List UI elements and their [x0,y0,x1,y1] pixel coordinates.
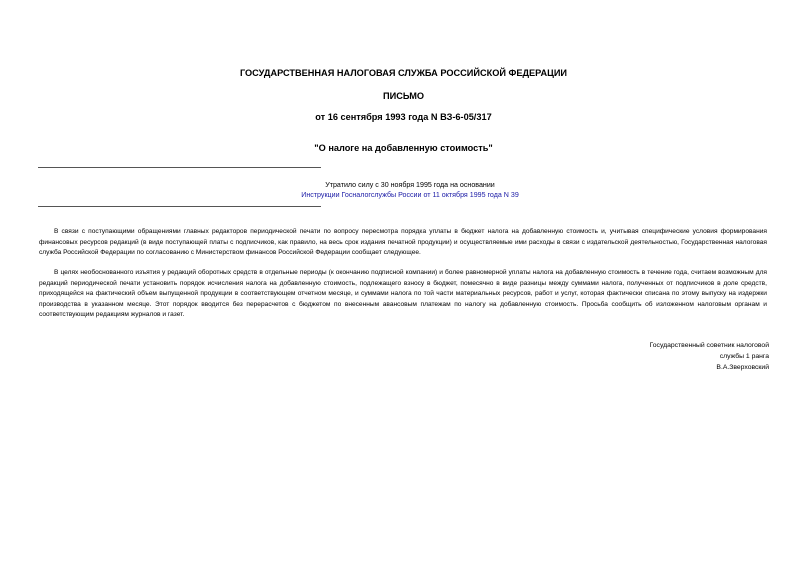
body-paragraph-1: В связи с поступающими обращениями главных редакторов периодической печати по вопросу пересмотра порядка уплаты в бюджет налога на добавленную стоимость и, учитывая специфические условия формирования финансовых ресурсов редакций (в виде поступающей платы с подписчиков, как правило, на весь срок издания печатной продукции) и осуществляемые ими расходы в связи с издательской деятельностью, Государственная налоговая служба Российской Федерации по согласованию с Министерством финансов Российской Федерации сообщает следующее. [39,228,767,257]
body-paragraph-2: В целях необоснованного изъятия у редакций оборотных средств в отдельные периоды (к окончанию подписной компании) и более равномерной уплаты налога на добавленную стоимость в течение года, считаем возможным для редакций периодической печати установить порядок исчисления налога на добавленную стоимость, подлежащего взносу в бюджет, помесячно в виде разницы между суммами налога, полученных от подписчиков в доле средств, приходящейся на фактический объем выпущенной продукции в соответствующем отчетном месяце, и суммами налога по той части материальных ресурсов, работ и услуг, которая фактически списана по этому выпуску на издержки производства в указанном месяце. Этот порядок вводится без перерасчетов с бюджетом по внесенным авансовым платежам по налогу на добавленную стоимость. Просьба сообщить об изложенном налоговым органам и соответствующим редакциям журналов и газет. [39,269,767,319]
date-number-heading: от 16 сентября 1993 года N ВЗ-6-05/317 [315,112,492,122]
repealing-instruction-link[interactable]: Инструкции Госналогслужбы России от 11 октября 1995 года N 39 [301,191,519,199]
status-divider-top [38,167,321,168]
signatory-title-line1: Государственный советник налоговой [649,342,769,349]
status-divider-bottom [38,206,321,207]
status-link-line [170,190,650,201]
agency-heading: ГОСУДАРСТВЕННАЯ НАЛОГОВАЯ СЛУЖБА РОССИЙСКОЙ ФЕДЕРАЦИИ [239,68,568,78]
document-title: "О налоге на добавленную стоимость" [314,143,493,153]
status-note: Утратило силу с 30 ноября 1995 года на основании [325,181,495,189]
signatory-name: В.А.Зверховский [716,364,769,371]
signatory-title-line2: службы 1 ранга [719,353,769,360]
document-type-heading: ПИСЬМО [382,91,425,101]
